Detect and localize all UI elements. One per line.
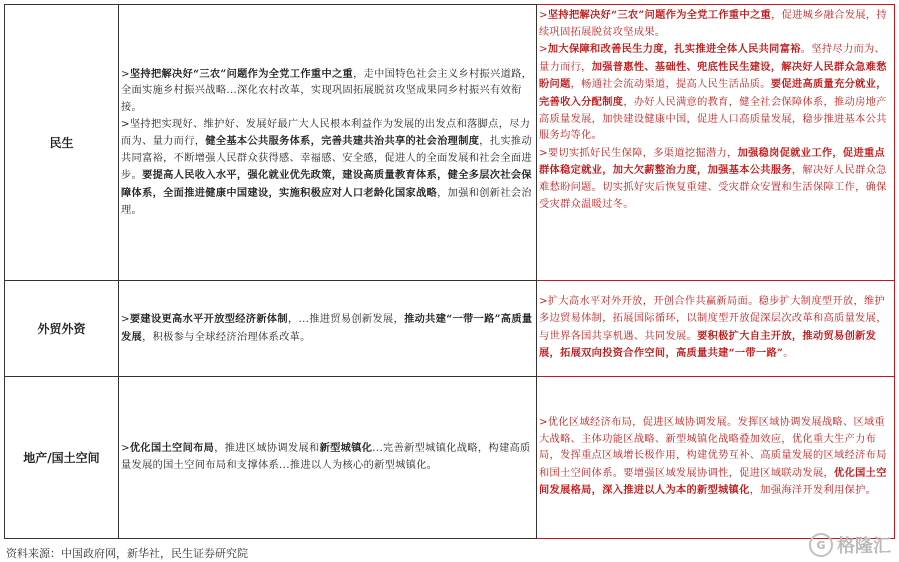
emphasis-text: 要积极扩大自主开放，推动贸易创新发展，拓展双向投资合作空间，高质量共建“一带一路” bbox=[539, 329, 877, 360]
body-text: > bbox=[121, 443, 130, 455]
body-text: 。坚持尽力而为、量力而行， bbox=[539, 44, 886, 73]
policy-paragraph bbox=[121, 117, 533, 220]
right-policy-cell bbox=[537, 5, 895, 281]
left-policy-cell bbox=[119, 377, 537, 539]
body-text: ，办好人民满意的教育，健全社会保障体系，推动房地产高质量发展，加快建设健康中国，促进人口高质量发展，稳步推进基本公共服务均等化。 bbox=[539, 96, 887, 142]
policy-paragraph bbox=[121, 440, 533, 474]
body-text: > bbox=[121, 313, 130, 325]
emphasis-text: 坚持把解决好“三农”问题作为全党工作重中之重 bbox=[547, 9, 772, 21]
emphasis-text: 要建设更高水平开放型经济新体制 bbox=[129, 312, 288, 325]
source-note: 资料来源：中国政府网，新华社，民生证券研究院 bbox=[6, 547, 248, 560]
body-text: ，走中国特色社会主义乡村振兴道路，全面实施乡村振兴战略...深化农村改革，实现巩固拓展脱贫攻坚成果同乡村振兴有效衔接。 bbox=[121, 68, 533, 114]
gelonghui-logo-icon: G bbox=[809, 533, 833, 557]
left-policy-cell bbox=[119, 5, 537, 281]
policy-paragraph bbox=[539, 415, 891, 500]
category-cell: 地产/国土空间 bbox=[5, 377, 119, 539]
body-text: >扩大高水平对外开放，开创合作共赢新局面。稳步扩大制度型开放，维护多边贸易体制，拓展国际循环，以制度型开放促深层次改革和高质量发展，与世界各国共享机遇、共同发展。 bbox=[539, 296, 887, 342]
emphasis-text: 优化国土空间布局 bbox=[129, 442, 215, 455]
table-row bbox=[5, 281, 895, 377]
left-policy-cell bbox=[119, 281, 537, 377]
policy-paragraph bbox=[121, 66, 533, 117]
body-text: ...完善新型城镇化战略，构建高质量发展的国土空间布局和支撑体系...推进以人为核心的新型城镇化。 bbox=[121, 443, 531, 471]
emphasis-text: 新型城镇化 bbox=[319, 442, 373, 455]
right-policy-cell bbox=[537, 377, 895, 539]
emphasis-text: 加强普惠性、基础性、兜底性民生建设，解决好人民群众急难愁盼问题 bbox=[539, 60, 887, 91]
table-row bbox=[5, 377, 895, 539]
category-cell: 外贸外资 bbox=[5, 281, 119, 377]
body-text: >坚持把实现好、维护好、发展好最广大人民根本利益作为发展的出发点和落脚点，尽力而为、量力而行， bbox=[121, 118, 531, 148]
table-row bbox=[5, 5, 895, 281]
category-cell: 民生 bbox=[5, 5, 119, 281]
emphasis-text: 加大保障和改善民生力度，扎实推进全体人民共同富裕 bbox=[547, 43, 801, 56]
emphasis-text: 坚持把解决好“三农”问题作为全党工作重中之重 bbox=[129, 67, 354, 80]
policy-paragraph bbox=[539, 41, 891, 145]
emphasis-text: 健全基本公共服务体系，完善共建共治共享的社会治理制度 bbox=[205, 135, 480, 148]
watermark-text: 格隆汇 bbox=[837, 536, 891, 557]
policy-comparison-table bbox=[4, 4, 895, 539]
emphasis-text: 加强稳岗促就业工作，促进重点群体稳定就业，加大欠薪整治力度，加强基本公共服务 bbox=[539, 146, 886, 177]
body-text: >优化区域经济布局，促进区域协调发展。发挥区域协调发展战略、区域重大战略、主体功能区战略、新型城镇化战略叠加效应，优化重大生产力布局，发挥重点区域增长极作用，构建优势互补、高质量发展的区域经济布局和国土空间体系。要增强区域发展协调性，促进区域联动发展， bbox=[539, 417, 887, 479]
emphasis-text: 优化国土空间发展格局，深入推进以人为本的新型城镇化 bbox=[539, 466, 887, 497]
right-policy-cell bbox=[537, 281, 895, 377]
body-text: ，推进区域协调发展和 bbox=[214, 443, 320, 455]
emphasis-text: 要促进高质量充分就业，完善收入分配制度 bbox=[539, 78, 887, 108]
body-text: > bbox=[539, 10, 548, 21]
body-text: ，解决好人民群众急难愁盼问题。切实抓好灾后恢复重建、受灾群众安置和生活保障工作，确保受灾群众温暖过冬。 bbox=[539, 165, 887, 210]
emphasis-text: 要提高人民收入水平，强化就业优先政策，建设高质量教育体系，健全多层次社会保障体系，全面推进健康中国建设，实施积极应对人口老龄化国家战略 bbox=[121, 169, 532, 199]
body-text: >要切实抓好民生保障，多渠道挖掘潜力， bbox=[539, 147, 738, 159]
body-text: ，加强海洋开发利用保护。 bbox=[749, 485, 877, 497]
body-text: ，扎实推动共同富裕，不断增强人民群众获得感、幸福感、安全感，促进人的全面发展和社会全面进步。 bbox=[121, 136, 532, 182]
policy-paragraph bbox=[539, 294, 891, 362]
policy-paragraph bbox=[539, 145, 891, 213]
body-text: ，积极参与全球经济治理体系改革。 bbox=[142, 331, 311, 343]
body-text: ，畅通社会流动渠道，提高人民生活品质。 bbox=[570, 79, 771, 91]
body-text: > bbox=[121, 68, 130, 80]
policy-paragraph bbox=[121, 311, 533, 346]
policy-paragraph bbox=[539, 7, 891, 41]
body-text: ，加强和创新社会治理。 bbox=[121, 187, 532, 216]
emphasis-text: 推动共建“一带一路”高质量发展 bbox=[121, 312, 533, 343]
body-text: ，促进城乡融合发展，持续巩固拓展脱贫攻坚成果。 bbox=[539, 10, 887, 38]
body-text: 。 bbox=[783, 348, 794, 360]
watermark bbox=[809, 532, 891, 558]
body-text: > bbox=[539, 44, 548, 56]
body-text: ，...推进贸易创新发展， bbox=[287, 313, 405, 325]
